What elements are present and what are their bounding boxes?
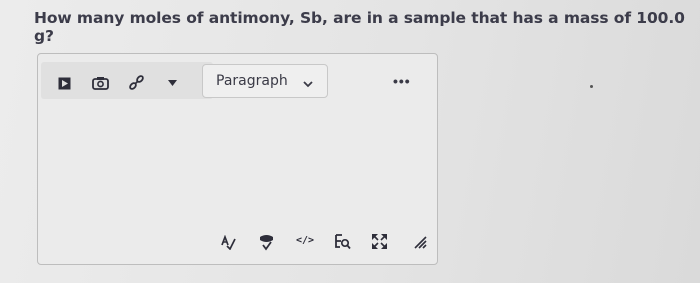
spellcheck-icon[interactable] [220,234,236,250]
insert-media-icon[interactable] [57,76,71,90]
accessibility-check-icon[interactable] [258,233,274,251]
find-replace-icon[interactable] [334,233,351,250]
camera-icon[interactable] [91,75,109,91]
resize-handle-icon[interactable] [413,235,427,249]
rich-text-editor[interactable] [37,53,438,265]
more-options-button[interactable]: ••• [393,73,411,89]
link-icon[interactable] [126,72,146,92]
format-select[interactable] [202,64,328,98]
source-code-icon[interactable]: </> [296,235,315,246]
editor-bottom-toolbar [38,226,437,256]
question-text: How many moles of antimony, Sb, are in a sample that has a mass of 100.0 g? [34,9,685,45]
fullscreen-icon[interactable] [371,233,387,249]
background-speck [590,85,593,88]
editor-content-area[interactable] [41,108,433,218]
format-select-value: Paragraph [216,73,288,89]
chevron-down-icon [303,76,313,92]
dropdown-arrow-icon[interactable] [167,79,177,87]
